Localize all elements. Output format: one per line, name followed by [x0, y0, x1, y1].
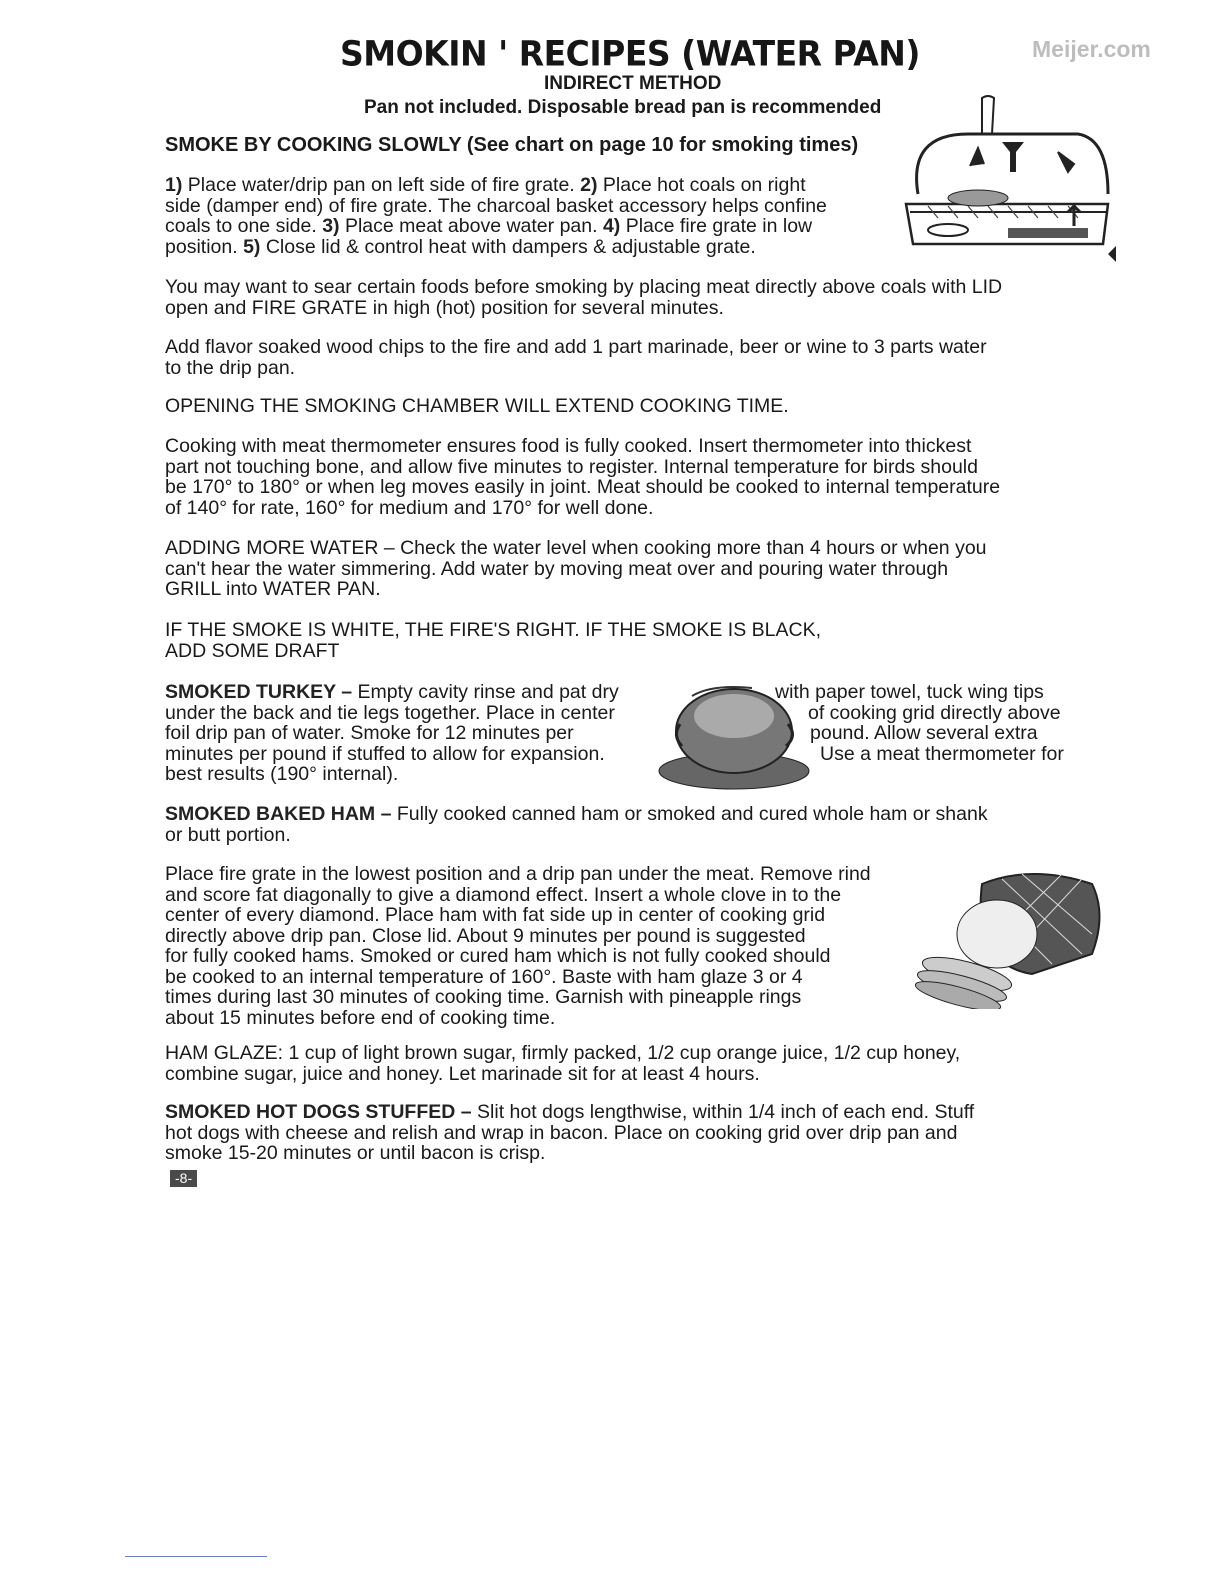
- ham-intro-paragraph: SMOKED BAKED HAM – Fully cooked canned ham or smoked and cured whole ham or shank or butt portion.: [165, 803, 988, 846]
- smoke-color-paragraph: IF THE SMOKE IS WHITE, THE FIRE'S RIGHT. IF THE SMOKE IS BLACK, ADD SOME DRAFT: [165, 619, 821, 662]
- ham-illustration: [912, 864, 1107, 1009]
- opening-paragraph: OPENING THE SMOKING CHAMBER WILL EXTEND COOKING TIME.: [165, 395, 789, 417]
- thermometer-paragraph: Cooking with meat thermometer ensures food is fully cooked. Insert thermometer into thickest part not touching bone, and allow five minutes to register. Internal temperature for birds should be 170° to 180° or when leg moves easily in joint. Meat should be cooked to internal temperature of 140° for rate, 160° for medium and 170° for well done.: [165, 435, 1001, 519]
- turkey-illustration: [652, 676, 812, 796]
- turkey-right-2: of cooking grid directly above: [808, 702, 1061, 724]
- page-title: SMOKIN ' RECIPES (WATER PAN): [340, 33, 920, 74]
- glaze-paragraph: HAM GLAZE: 1 cup of light brown sugar, firmly packed, 1/2 cup orange juice, 1/2 cup honey, combine sugar, juice and honey. Let marinade sit for at least 4 hours.: [165, 1042, 961, 1085]
- footer-line: [125, 1556, 267, 1557]
- grill-illustration: [898, 94, 1118, 264]
- turkey-right-4: Use a meat thermometer for: [820, 743, 1064, 765]
- steps-paragraph: 1) Place water/drip pan on left side of fire grate. 2) Place hot coals on right side (damper end) of fire grate. The charcoal basket accessory helps confine coals to one side. 3) Place meat above water pan. 4) Place fire grate in low position. 5) Close lid & control heat with dampers & adjustable grate.: [165, 174, 827, 258]
- hotdogs-paragraph: SMOKED HOT DOGS STUFFED – Slit hot dogs lengthwise, within 1/4 inch of each end. Stuff hot dogs with cheese and relish and wrap in bacon. Place on cooking grid over drip pan and smoke 15-20 minutes or until bacon is crisp.: [165, 1101, 975, 1164]
- turkey-paragraph-left: SMOKED TURKEY – Empty cavity rinse and pat dry under the back and tie legs together. Place in center foil drip pan of water. Smoke for 12 minutes per minutes per pound if stuffed to allow for expansion. best results (190° internal).: [165, 681, 619, 785]
- flavor-paragraph: Add flavor soaked wood chips to the fire and add 1 part marinade, beer or wine to 3 parts water to the drip pan.: [165, 336, 987, 379]
- page-subtitle: INDIRECT METHOD: [544, 73, 722, 94]
- watermark: Meijer.com: [1032, 36, 1151, 62]
- water-paragraph: ADDING MORE WATER – Check the water level when cooking more than 4 hours or when you can't hear the water simmering. Add water by moving meat over and pouring water through GRILL into WATER PAN.: [165, 537, 987, 600]
- ham-body-paragraph: Place fire grate in the lowest position and a drip pan under the meat. Remove rind and score fat diagonally to give a diamond effect. Insert a whole clove in to the center of every diamond. Place ham with fat side up in center of cooking grid directly above drip pan. Close lid. About 9 minutes per pound is suggested for fully cooked hams. Smoked or cured ham which is not fully cooked should be cooked to an internal temperature of 160°. Baste with ham glaze 3 or 4 times during last 30 minutes of cooking time. Garnish with pineapple rings about 15 minutes before end of cooking time.: [165, 863, 871, 1029]
- pan-note: Pan not included. Disposable bread pan is recommended: [364, 97, 882, 118]
- smoke-heading: SMOKE BY COOKING SLOWLY (See chart on page 10 for smoking times): [165, 134, 859, 156]
- sear-paragraph: You may want to sear certain foods before smoking by placing meat directly above coals with LID open and FIRE GRATE in high (hot) position for several minutes.: [165, 276, 1003, 319]
- turkey-right-1: with paper towel, tuck wing tips: [775, 681, 1044, 703]
- page-number: -8-: [170, 1170, 197, 1187]
- turkey-right-3: pound. Allow several extra: [810, 722, 1038, 744]
